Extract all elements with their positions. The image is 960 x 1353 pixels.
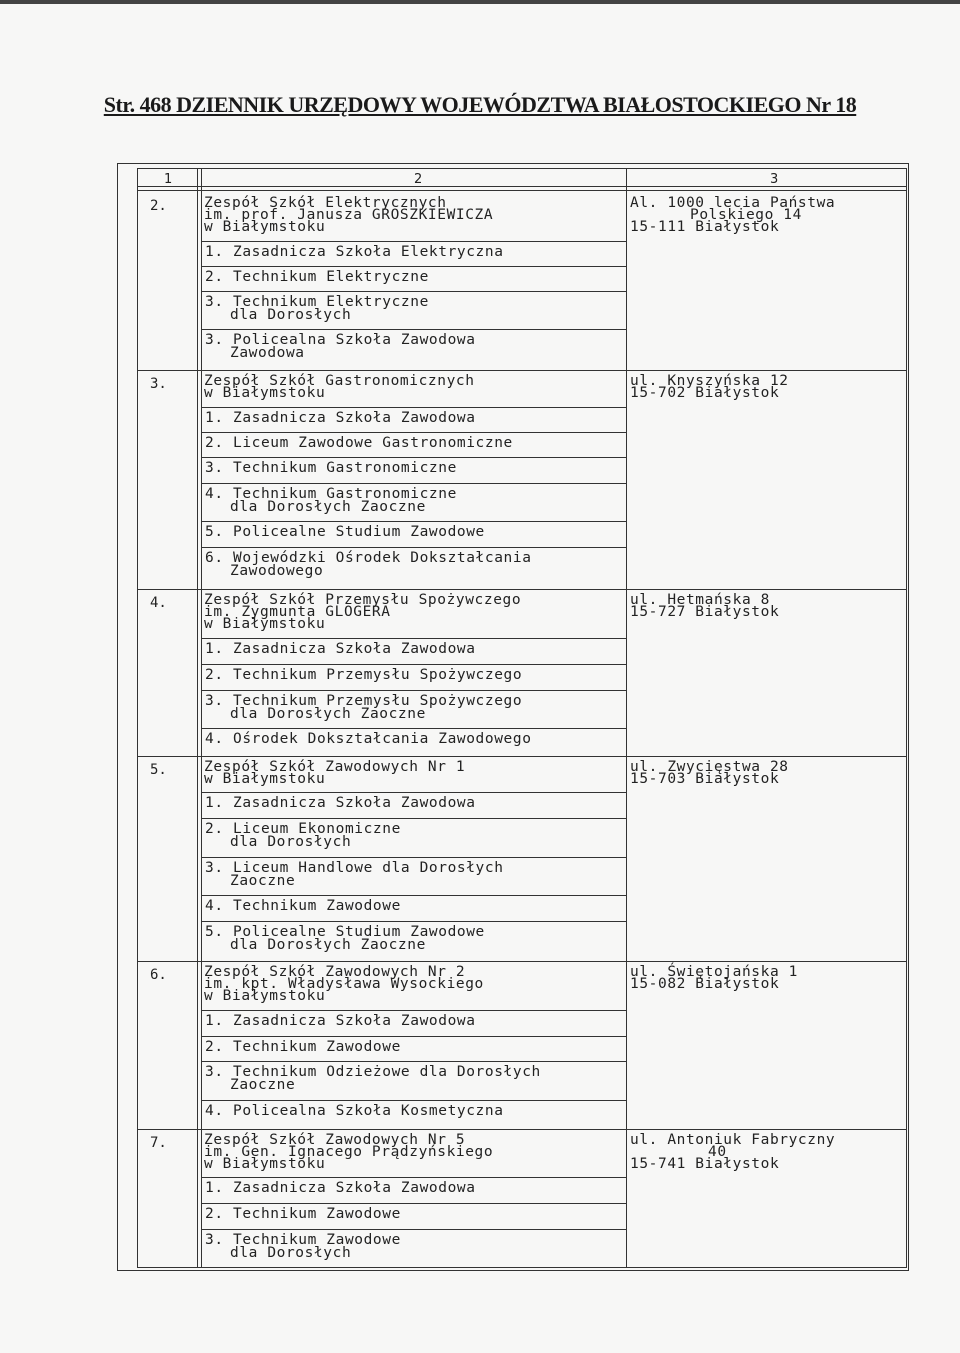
group-divider [137, 961, 907, 962]
institution-name-line: Zespół Szkół Gastronomicznych [204, 373, 475, 389]
school-row-divider [201, 690, 626, 691]
group-divider [137, 756, 907, 757]
school-entry: dla Dorosłych Zaoczne [230, 937, 426, 953]
school-row-divider [201, 1177, 626, 1178]
group-number: 3. [150, 376, 167, 392]
school-row-divider [201, 329, 626, 330]
school-entry: 1. Zasadnicza Szkoła Zawodowa [205, 1013, 476, 1029]
institution-name-line: Zespół Szkół Zawodowych Nr 1 [204, 759, 466, 775]
school-entry: dla Dorosłych Zaoczne [230, 499, 426, 515]
institution-name-line: Zespół Szkół Zawodowych Nr 2 [204, 964, 466, 980]
page-header: Str. 468 DZIENNIK URZĘDOWY WOJEWÓDZTWA BIAŁOSTOCKIEGO Nr 18 [103, 92, 857, 117]
school-entry: 1. Zasadnicza Szkoła Zawodowa [205, 795, 476, 811]
school-entry: 4. Policealna Szkoła Kosmetyczna [205, 1103, 504, 1119]
group-number: 2. [150, 198, 167, 214]
school-row-divider [201, 266, 626, 267]
school-row-divider [201, 241, 626, 242]
school-entry: 5. Policealne Studium Zawodowe [205, 524, 485, 540]
school-row-divider [201, 1061, 626, 1062]
school-row-divider [201, 457, 626, 458]
column-divider-1 [197, 168, 198, 1268]
group-divider [137, 1129, 907, 1130]
school-row-divider [201, 521, 626, 522]
address-line: ul. Knyszyńska 12 [630, 373, 789, 389]
school-row-divider [201, 1229, 626, 1230]
school-entry: 3. Policealna Szkoła Zawodowa [205, 332, 476, 348]
school-entry: 4. Technikum Gastronomiczne [205, 486, 457, 502]
school-row-divider [201, 728, 626, 729]
school-entry: 3. Liceum Handlowe dla Dorosłych [205, 860, 504, 876]
school-entry: 2. Liceum Zawodowe Gastronomiczne [205, 435, 513, 451]
school-row-divider [201, 1036, 626, 1037]
school-row-divider [201, 1203, 626, 1204]
institution-name-line: im. Gen. Ignacego Prądzyńskiego [204, 1144, 494, 1160]
column-header-2: 2 [414, 172, 423, 187]
institution-name-line: w Białymstoku [204, 771, 326, 787]
school-row-divider [201, 921, 626, 922]
address-line: 15-702 Białystok [630, 385, 780, 401]
school-entry: 4. Ośrodek Dokształcania Zawodowego [205, 731, 532, 747]
school-entry: 2. Technikum Przemysłu Spożywczego [205, 667, 523, 683]
school-entry: 1. Zasadnicza Szkoła Zawodowa [205, 641, 476, 657]
school-entry: 1. Zasadnicza Szkoła Zawodowa [205, 410, 476, 426]
school-entry: 4. Technikum Zawodowe [205, 898, 401, 914]
column-header-1: 1 [164, 172, 173, 187]
school-row-divider [201, 792, 626, 793]
school-entry: 2. Technikum Zawodowe [205, 1039, 401, 1055]
header-row-divider [137, 186, 907, 187]
group-number: 5. [150, 762, 167, 778]
school-entry: 5. Policealne Studium Zawodowe [205, 924, 485, 940]
address-line: ul. Hetmańska 8 [630, 592, 770, 608]
group-divider [137, 370, 907, 371]
address-line: Al. 1000 lecia Państwa [630, 195, 836, 211]
school-row-divider [201, 1010, 626, 1011]
school-entry: 3. Technikum Elektryczne [205, 294, 429, 310]
address-line: ul. Zwycięstwa 28 [630, 759, 789, 775]
school-entry: dla Dorosłych [230, 307, 352, 323]
address-line: ul. Świętojańska 1 [630, 964, 798, 980]
school-entry: 3. Technikum Odzieżowe dla Dorosłych [205, 1064, 541, 1080]
address-line: 40 [708, 1144, 727, 1160]
school-entry: 2. Liceum Ekonomiczne [205, 821, 401, 837]
institution-name-line: Zespół Szkół Zawodowych Nr 5 [204, 1132, 466, 1148]
school-row-divider [201, 895, 626, 896]
school-row-divider [201, 432, 626, 433]
institution-name-line: w Białymstoku [204, 219, 326, 235]
school-entry: Zaoczne [230, 873, 296, 889]
school-row-divider [201, 291, 626, 292]
school-row-divider [201, 638, 626, 639]
institution-name-line: w Białymstoku [204, 616, 326, 632]
institution-name-line: w Białymstoku [204, 988, 326, 1004]
school-entry: 1. Zasadnicza Szkoła Elektryczna [205, 244, 504, 260]
address-line: 15-082 Białystok [630, 976, 780, 992]
school-row-divider [201, 857, 626, 858]
institution-name-line: Zespół Szkół Elektrycznych [204, 195, 447, 211]
address-line: 15-741 Białystok [630, 1156, 780, 1172]
group-number: 4. [150, 595, 167, 611]
school-row-divider [201, 818, 626, 819]
school-entry: 2. Technikum Elektryczne [205, 269, 429, 285]
school-row-divider [201, 547, 626, 548]
group-number: 7. [150, 1135, 167, 1151]
school-entry: dla Dorosłych Zaoczne [230, 706, 426, 722]
school-entry: 6. Wojewódzki Ośrodek Dokształcania [205, 550, 532, 566]
institution-name-line: w Białymstoku [204, 385, 326, 401]
group-number: 6. [150, 967, 167, 983]
column-divider-1b [201, 168, 202, 1268]
school-entry: Zaoczne [230, 1077, 296, 1093]
address-line: 15-111 Białystok [630, 219, 780, 235]
institution-name-line: im. Zygmunta GLOGERA [204, 604, 391, 620]
address-line: ul. Antoniuk Fabryczny [630, 1132, 836, 1148]
school-entry: 3. Technikum Gastronomiczne [205, 460, 457, 476]
column-divider-2 [626, 168, 627, 1268]
school-entry: 2. Technikum Zawodowe [205, 1206, 401, 1222]
column-header-3: 3 [770, 172, 779, 187]
group-divider [137, 589, 907, 590]
institution-name-line: Zespół Szkół Przemysłu Spożywczego [204, 592, 522, 608]
school-row-divider [201, 664, 626, 665]
address-line: 15-727 Białystok [630, 604, 780, 620]
school-row-divider [201, 1100, 626, 1101]
institution-name-line: im. kpt. Władysława Wysockiego [204, 976, 484, 992]
school-entry: 1. Zasadnicza Szkoła Zawodowa [205, 1180, 476, 1196]
address-line: 15-703 Białystok [630, 771, 780, 787]
school-entry: Zawodowego [230, 563, 324, 579]
school-entry: 3. Technikum Przemysłu Spożywczego [205, 693, 523, 709]
institution-name-line: w Białymstoku [204, 1156, 326, 1172]
school-row-divider [201, 407, 626, 408]
school-row-divider [201, 483, 626, 484]
school-entry: dla Dorosłych [230, 1245, 352, 1261]
address-line: Polskiego 14 [690, 207, 802, 223]
school-entry: 3. Technikum Zawodowe [205, 1232, 401, 1248]
school-entry: dla Dorosłych [230, 834, 352, 850]
school-entry: Zawodowa [230, 345, 305, 361]
header-row-divider-b [137, 190, 907, 191]
top-edge-line [0, 0, 960, 4]
institution-name-line: im. prof. Janusza GROSZKIEWICZA [204, 207, 494, 223]
